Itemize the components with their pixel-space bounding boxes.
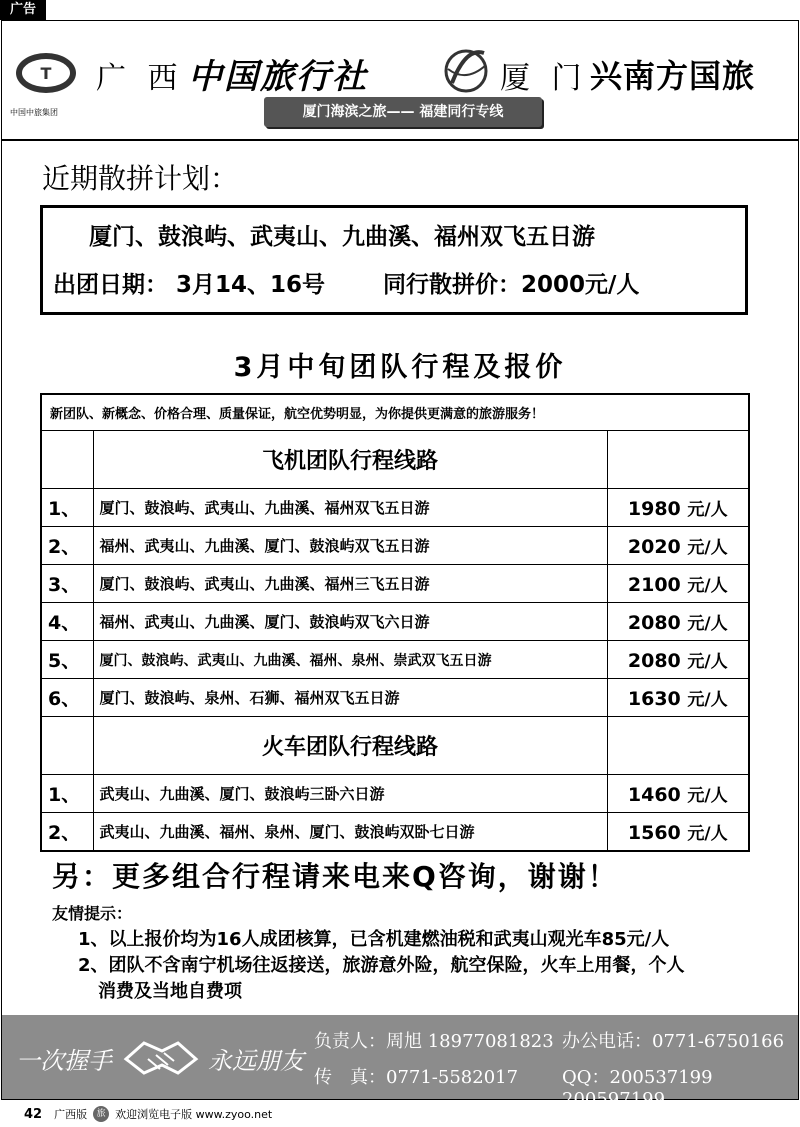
row-route: 厦门、鼓浪屿、泉州、石狮、福州双飞五日游 xyxy=(93,679,607,717)
flight-category-label: 飞机团队行程线路 xyxy=(93,431,607,489)
table-row xyxy=(41,813,749,851)
brand-left-name: 中国旅行社 xyxy=(188,57,368,97)
price-unit: 元/人 xyxy=(687,786,728,806)
price-unit: 元/人 xyxy=(687,538,728,558)
row-price xyxy=(607,603,749,641)
table-row xyxy=(41,565,749,603)
row-route: 厦门、鼓浪屿、武夷山、九曲溪、福州三飞五日游 xyxy=(93,565,607,603)
tip-item: 消费及当地自费项 xyxy=(98,981,242,1002)
price-unit: 元/人 xyxy=(687,652,728,672)
tip-item: 1、以上报价均为16人成团核算，已含机建燃油税和武夷山观光车85元/人 xyxy=(78,929,670,950)
price-value: 1630 xyxy=(627,688,681,710)
table-row xyxy=(41,775,749,813)
table-row xyxy=(41,679,749,717)
row-price xyxy=(607,679,749,717)
footer xyxy=(2,1015,798,1110)
svg-text:T: T xyxy=(40,64,52,83)
price-value: 1980 xyxy=(627,498,681,520)
ad-frame xyxy=(1,20,799,1110)
plan-box xyxy=(40,205,748,315)
page-number: 42 xyxy=(24,1106,43,1122)
price-unit: 元/人 xyxy=(687,614,728,634)
brand-right-name: 兴南方国旅 xyxy=(590,57,756,95)
section-title: 3月中旬团队行程及报价 xyxy=(233,352,567,383)
table-row xyxy=(41,641,749,679)
ad-tag: 广告 xyxy=(0,0,46,20)
plan-date: 出团日期： 3月14、16号 xyxy=(53,272,326,298)
train-category-label: 火车团队行程线路 xyxy=(93,717,607,775)
table-cell xyxy=(607,717,749,775)
cts-logo-icon xyxy=(14,43,78,107)
price-value: 1560 xyxy=(627,821,681,844)
table-cell xyxy=(41,431,93,489)
row-route: 武夷山、九曲溪、福州、泉州、厦门、鼓浪屿双卧七日游 xyxy=(93,813,607,851)
row-number: 1、 xyxy=(41,489,93,527)
itinerary-table xyxy=(40,393,750,852)
row-price xyxy=(607,527,749,565)
slogan-left: 一次握手 xyxy=(16,1047,112,1075)
table-row xyxy=(41,603,749,641)
plan-price: 同行散拼价：2000元/人 xyxy=(383,272,640,298)
flight-header-row xyxy=(41,431,749,489)
plan-route: 厦门、鼓浪屿、武夷山、九曲溪、福州双飞五日游 xyxy=(89,224,595,250)
row-price xyxy=(607,489,749,527)
row-number: 5、 xyxy=(41,641,93,679)
row-number: 2、 xyxy=(41,527,93,565)
row-price xyxy=(607,641,749,679)
table-row xyxy=(41,489,749,527)
row-route: 厦门、鼓浪屿、武夷山、九曲溪、福州、泉州、崇武双飞五日游 xyxy=(93,641,607,679)
row-number: 6、 xyxy=(41,679,93,717)
contact-fax: 传 真：0771-5582017 xyxy=(314,1067,519,1088)
price-unit: 元/人 xyxy=(687,690,728,710)
row-route: 福州、武夷山、九曲溪、厦门、鼓浪屿双飞五日游 xyxy=(93,527,607,565)
header xyxy=(2,21,798,141)
row-price xyxy=(607,565,749,603)
plan-title: 近期散拼计划： xyxy=(42,162,239,195)
price-unit: 元/人 xyxy=(687,823,728,844)
edition-label: 广西版 xyxy=(54,1108,88,1121)
table-cell xyxy=(607,431,749,489)
table-row xyxy=(41,527,749,565)
logo-caption: 中国中旅集团 xyxy=(10,108,58,117)
brand-right-region: 厦 门 xyxy=(500,61,588,96)
row-route: 福州、武夷山、九曲溪、厦门、鼓浪屿双飞六日游 xyxy=(93,603,607,641)
page-footer xyxy=(24,1106,272,1122)
site-welcome-link[interactable]: 欢迎浏览电子版 www.zyoo.net xyxy=(115,1108,273,1121)
more-info-line: 另：更多组合行程请来电来Q咨询，谢谢！ xyxy=(52,860,618,893)
header-banner: 厦门海滨之旅—— 福建同行专线 xyxy=(264,97,542,127)
row-number: 4、 xyxy=(41,603,93,641)
slogan-right: 永远朋友 xyxy=(208,1047,304,1075)
table-cell xyxy=(41,717,93,775)
price-value: 2080 xyxy=(627,612,681,634)
tips-heading: 友情提示： xyxy=(52,904,133,923)
brand-left-region: 广 西 xyxy=(96,61,184,96)
site-logo-icon: 旅 xyxy=(93,1106,109,1122)
row-number: 2、 xyxy=(41,813,93,851)
contact-manager: 负责人：周旭 18977081823 xyxy=(314,1031,554,1052)
contact-qq: QQ：200537199 200597199 xyxy=(562,1067,713,1110)
row-route: 厦门、鼓浪屿、武夷山、九曲溪、福州双飞五日游 xyxy=(93,489,607,527)
price-value: 2080 xyxy=(627,650,681,672)
row-route: 武夷山、九曲溪、厦门、鼓浪屿三卧六日游 xyxy=(93,775,607,813)
handshake-icon xyxy=(122,1029,200,1083)
contact-office-phone: 办公电话：0771-6750166 xyxy=(562,1031,785,1052)
price-value: 1460 xyxy=(627,784,681,806)
row-number: 1、 xyxy=(41,775,93,813)
price-value: 2100 xyxy=(627,574,681,596)
table-intro: 新团队、新概念、价格合理、质量保证，航空优势明显，为你提供更满意的旅游服务！ xyxy=(41,394,749,431)
row-price xyxy=(607,813,749,851)
train-header-row xyxy=(41,717,749,775)
row-price xyxy=(607,775,749,813)
price-unit: 元/人 xyxy=(687,500,728,520)
tip-item: 2、团队不含南宁机场往返接送，旅游意外险，航空保险，火车上用餐，个人 xyxy=(78,955,685,976)
row-number: 3、 xyxy=(41,565,93,603)
price-value: 2020 xyxy=(627,536,681,558)
price-unit: 元/人 xyxy=(687,576,728,596)
